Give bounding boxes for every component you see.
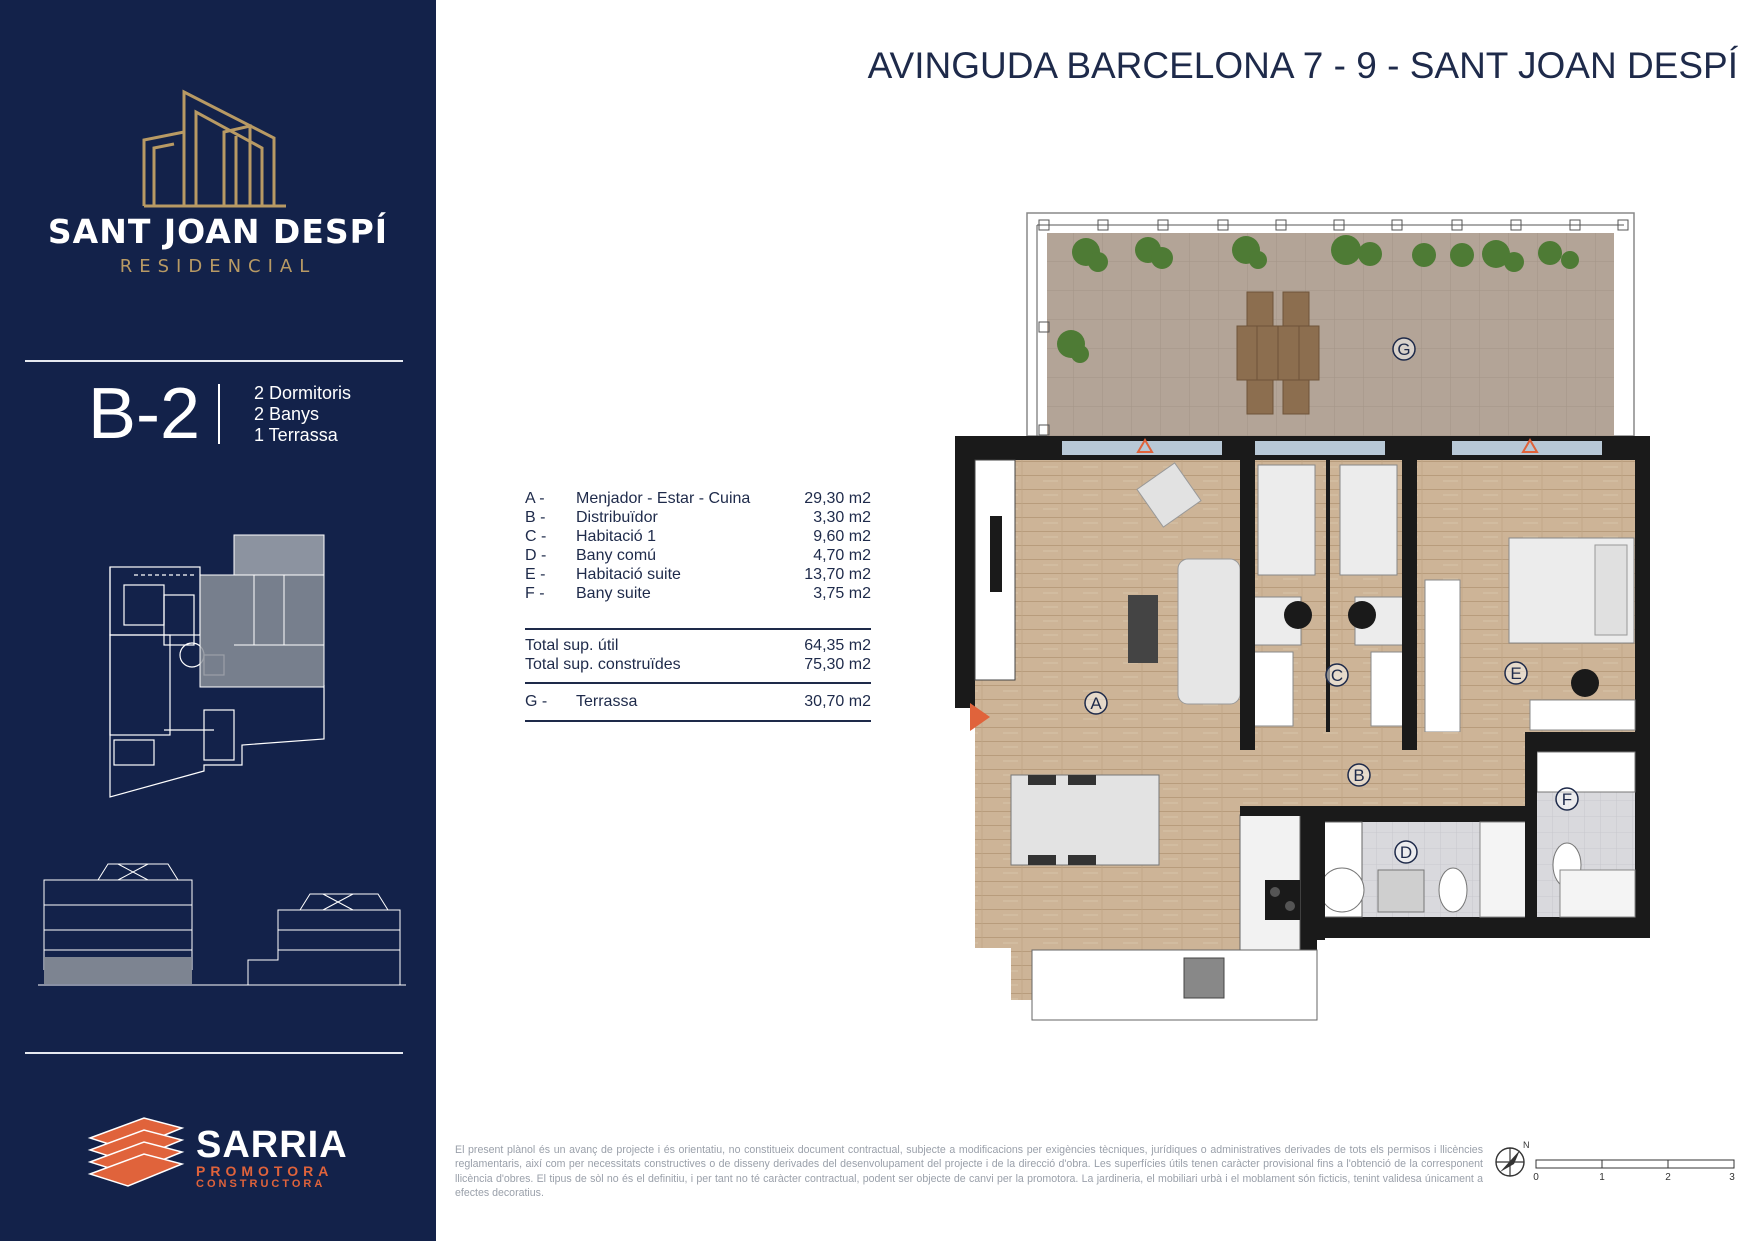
row-name: Distribuïdor <box>576 509 658 526</box>
spec-terrace: 1 Terrassa <box>254 425 338 445</box>
row-letter: E - <box>525 566 546 583</box>
table-row <box>525 547 871 566</box>
table-row <box>525 509 871 528</box>
company-name: SARRIA <box>196 1124 348 1166</box>
scale-tick-3: 3 <box>1729 1172 1735 1183</box>
unit-code: B-2 <box>88 374 201 454</box>
row-name: Bany suite <box>576 585 651 602</box>
company-line-constructora: CONSTRUCTORA <box>196 1178 326 1190</box>
scale-bar <box>1530 1152 1740 1186</box>
row-name: Terrassa <box>576 693 638 710</box>
total-name: Total sup. útil <box>525 637 619 654</box>
label-B <box>1348 764 1370 786</box>
total-name: Total sup. construïdes <box>525 656 681 673</box>
label-D <box>1395 841 1417 863</box>
brand-name: SANT JOAN DESPÍ <box>47 212 389 251</box>
totals-table <box>525 637 871 675</box>
row-letter: G - <box>525 693 548 710</box>
table-row <box>525 528 871 547</box>
page-title: AVINGUDA BARCELONA 7 - 9 - SANT JOAN DESPÍ <box>867 45 1738 86</box>
table-row <box>525 637 871 656</box>
scale-tick-2: 2 <box>1665 1172 1671 1183</box>
company-line-promotora: PROMOTORA <box>196 1163 334 1179</box>
label-B-text: B <box>1353 766 1365 785</box>
row-letter: D - <box>525 547 547 564</box>
row-value: 4,70 m2 <box>813 547 871 564</box>
label-A <box>1085 692 1107 714</box>
north-compass-icon <box>1492 1138 1528 1180</box>
row-name: Bany comú <box>576 547 657 564</box>
unit-divider <box>218 384 220 444</box>
table-row <box>525 585 871 604</box>
label-A-text: A <box>1090 694 1102 713</box>
sidebar <box>0 0 436 1241</box>
key-plan-diagram <box>104 535 334 805</box>
row-value: 30,70 m2 <box>804 693 871 710</box>
logo-building-icon <box>140 88 290 208</box>
row-letter: C - <box>525 528 547 545</box>
label-G-text: G <box>1397 340 1411 359</box>
table-row <box>525 490 871 509</box>
spec-bedrooms: 2 Dormitoris <box>254 383 352 403</box>
brand-subtitle: RESIDENCIAL <box>119 256 317 277</box>
label-F-text: F <box>1561 790 1573 809</box>
row-letter: A - <box>525 490 545 507</box>
scale-tick-0: 0 <box>1533 1172 1539 1183</box>
table-row <box>525 566 871 585</box>
label-E-text: E <box>1510 664 1522 683</box>
sarria-logo-icon <box>86 1110 186 1190</box>
row-value: 13,70 m2 <box>804 566 871 583</box>
area-table <box>525 490 871 604</box>
row-letter: B - <box>525 509 546 526</box>
floor-plan <box>950 210 1650 1010</box>
scale-tick-1: 1 <box>1599 1172 1605 1183</box>
compass-north-label: N <box>1523 1140 1530 1150</box>
divider <box>25 360 403 362</box>
spec-bathrooms: 2 Banys <box>254 404 320 424</box>
building-section-diagram <box>38 850 408 990</box>
label-F <box>1556 788 1578 810</box>
row-value: 3,30 m2 <box>813 509 871 526</box>
row-value: 3,75 m2 <box>813 585 871 602</box>
table-rule <box>525 682 871 684</box>
divider <box>25 1052 403 1054</box>
table-row <box>525 693 871 712</box>
total-value: 75,30 m2 <box>804 656 871 673</box>
label-E <box>1505 662 1527 684</box>
terrace-table <box>525 693 871 712</box>
disclaimer-text: El present plànol és un avanç de projecte i és orientatiu, no constitueix document contractual, subjecte a modificacions per exigències tècniques, jurídiques o administratives derivades de tots els permisos i llicències reglamentaris, així com per necessitats constructives o de disseny derivades del desenvolupament del projecte i de la direcció d'obra. Les superfícies útils tenen caràcter provisional fins a l'obtenció de la corresponent llicència d'obres. El tipus de sòl no és el definitiu, i per tant no té caràcter contractual, podent ser objecte de canvi per la promotora. La jardineria, el mobiliari urbà i el moblament són ficticis, tenint validesa únicament a efectes decoratius. <box>455 1144 1483 1199</box>
table-rule <box>525 720 871 722</box>
row-name: Habitació suite <box>576 566 681 583</box>
label-C <box>1326 664 1348 686</box>
row-name: Menjador - Estar - Cuina <box>576 490 751 507</box>
row-value: 9,60 m2 <box>813 528 871 545</box>
label-D-text: D <box>1399 843 1413 862</box>
label-C-text: C <box>1330 666 1344 685</box>
row-value: 29,30 m2 <box>804 490 871 507</box>
row-name: Habitació 1 <box>576 528 657 545</box>
row-letter: F - <box>525 585 545 602</box>
table-rule <box>525 628 871 630</box>
label-G <box>1393 338 1415 360</box>
terrace-area <box>1027 213 1634 436</box>
table-row <box>525 656 871 675</box>
total-value: 64,35 m2 <box>804 637 871 654</box>
